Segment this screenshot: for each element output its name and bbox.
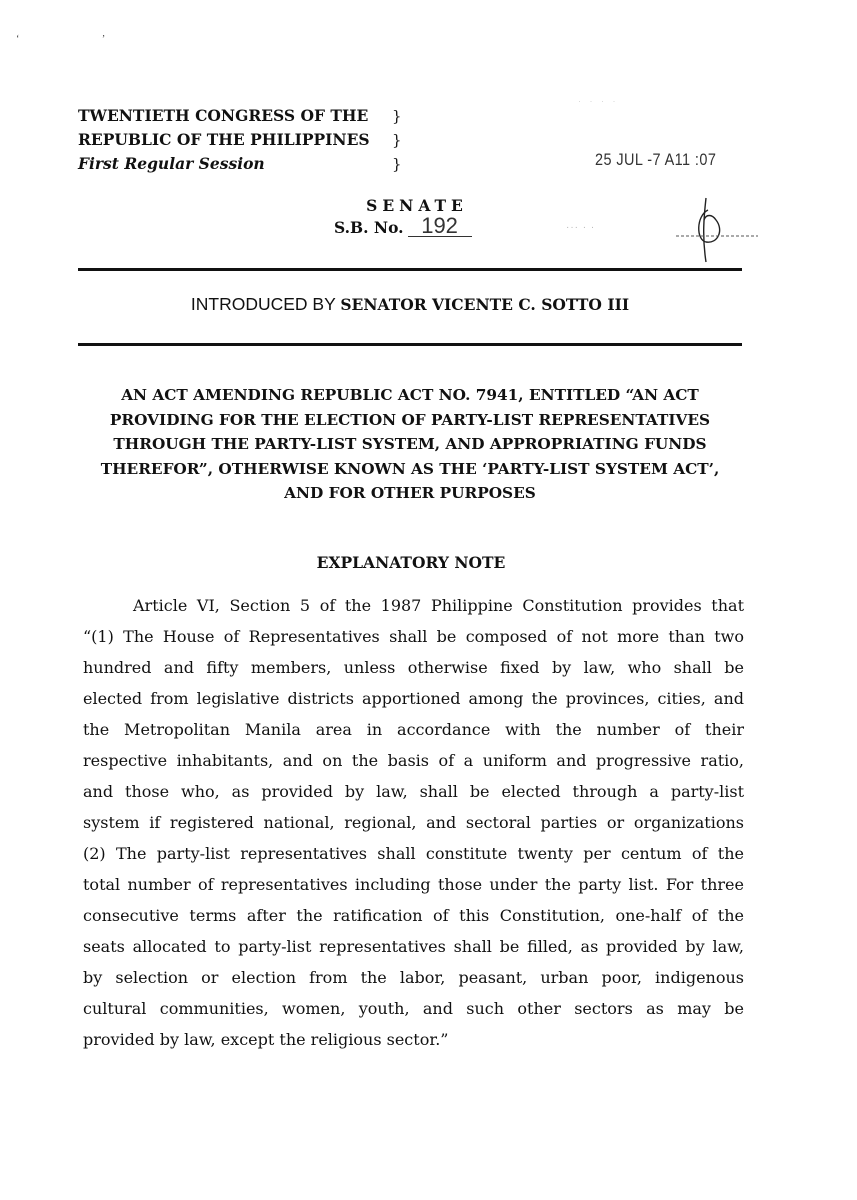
received-date-stamp: 25 JUL -7 A11 :07: [595, 150, 717, 169]
explanatory-note-heading: EXPLANATORY NOTE: [316, 553, 506, 572]
explanatory-note-body: [83, 590, 744, 1055]
act-title-line: PROVIDING FOR THE ELECTION OF PARTY-LIST REPRESENTATIVES: [109, 410, 711, 429]
body-line: by selection or election from the labor, peasant, urban poor, indigenous: [83, 968, 744, 987]
body-line: system if registered national, regional, and sectoral parties or organizations: [83, 813, 744, 832]
scan-specks: ‘ ’: [16, 34, 146, 45]
faint-stamp-mark: · · · ·: [578, 96, 619, 106]
body-line: elected from legislative districts apportioned among the provinces, cities, and: [83, 689, 744, 708]
sb-label: S.B. No.: [334, 218, 404, 237]
introduced-author: SENATOR VICENTE C. SOTTO III: [340, 295, 630, 314]
body-line: consecutive terms after the ratification of this Constitution, one-half of the: [83, 906, 744, 925]
sb-number: 192: [408, 216, 472, 237]
body-line: the Metropolitan Manila area in accordance with the number of their: [83, 720, 744, 739]
introduced-by-line: [0, 294, 820, 315]
act-title: [60, 383, 760, 506]
body-line: seats allocated to party-list representatives shall be filled, as provided by law,: [83, 937, 744, 956]
session-line: First Regular Session }: [78, 154, 402, 173]
senate-label: SENATE: [366, 196, 468, 215]
body-line: respective inhabitants, and on the basis of a uniform and progressive ratio,: [83, 751, 744, 770]
congress-line-1: TWENTIETH CONGRESS OF THE }: [78, 106, 402, 125]
horizontal-rule-bottom: [78, 343, 742, 346]
body-line: (2) The party-list representatives shall constitute twenty per centum of the: [83, 844, 744, 863]
body-line: Article VI, Section 5 of the 1987 Philippine Constitution provides that: [133, 596, 744, 615]
body-line: and those who, as provided by law, shall be elected through a party-list: [83, 782, 744, 801]
senate-bill-block: [334, 196, 490, 239]
body-line: hundred and fifty members, unless otherwise fixed by law, who shall be: [83, 658, 744, 677]
horizontal-rule-top: [78, 268, 742, 271]
body-line: cultural communities, women, youth, and such other sectors as may be: [83, 999, 744, 1018]
introduced-prefix: INTRODUCED BY: [190, 294, 336, 314]
act-title-line: THROUGH THE PARTY-LIST SYSTEM, AND APPROPRIATING FUNDS: [113, 435, 707, 453]
handwritten-signature: [640, 196, 760, 266]
body-line: provided by law, except the religious sector.”: [83, 1030, 449, 1049]
sb-number-row: [334, 213, 490, 239]
body-line: total number of representatives including those under the party list. For three: [83, 875, 744, 894]
act-title-line: AND FOR OTHER PURPOSES: [284, 484, 536, 502]
received-by-stamp: ··· · ·: [566, 222, 596, 233]
act-title-line: AN ACT AMENDING REPUBLIC ACT NO. 7941, ENTITLED “AN ACT: [121, 386, 699, 404]
act-title-line: THEREFOR”, OTHERWISE KNOWN AS THE ‘PARTY-LIST SYSTEM ACT’,: [100, 459, 720, 478]
congress-line-2: REPUBLIC OF THE PHILIPPINES }: [78, 130, 402, 149]
congress-header: [78, 104, 402, 176]
body-line: “(1) The House of Representatives shall be composed of not more than two: [83, 627, 744, 646]
